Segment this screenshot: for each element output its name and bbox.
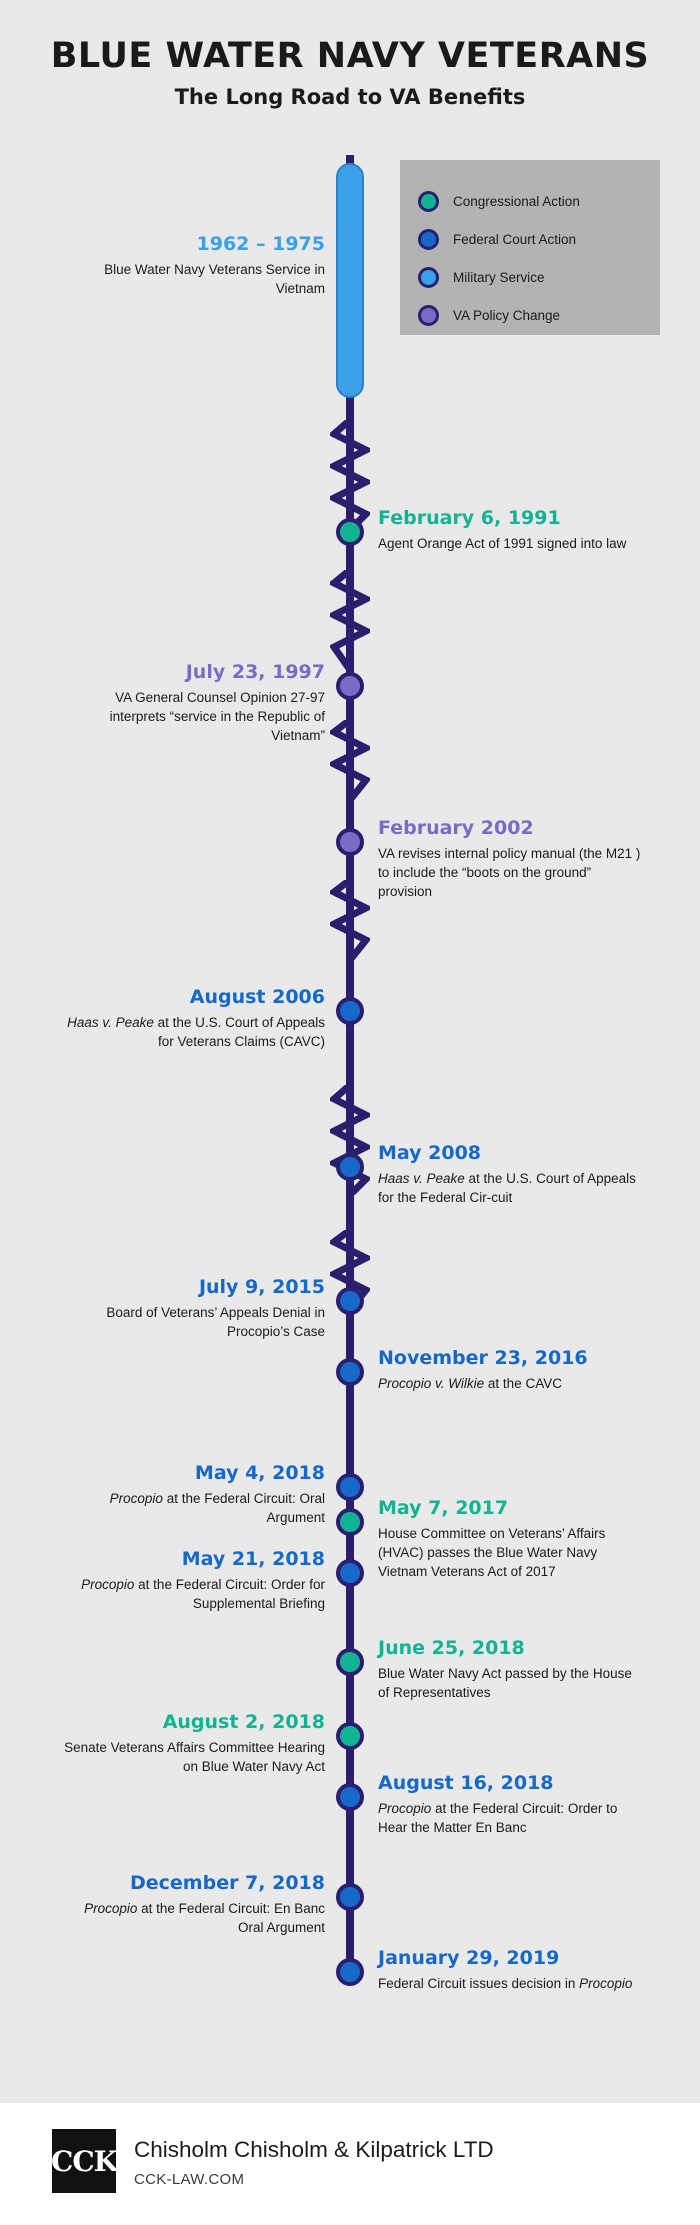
timeline-node-2002: [336, 828, 364, 856]
event-description: House Committee on Veterans’ Affairs (HVAC) passes the Blue Water Navy Vietnam Veterans Act of 2017: [378, 1525, 606, 1580]
event-2018-05-21: [60, 1548, 325, 1613]
legend-dot-icon: [418, 267, 439, 288]
legend-item-military-service: [418, 258, 660, 296]
event-2008-05: [378, 1142, 643, 1207]
event-1962-1975: [60, 233, 325, 298]
legend-item-congressional: [418, 182, 660, 220]
timeline-node-2008: [336, 1153, 364, 1181]
event-2017-05-07: [378, 1497, 643, 1581]
legend-label: Military Service: [453, 269, 545, 285]
event-description: Blue Water Navy Act passed by the House of Representatives: [378, 1665, 632, 1700]
event-date: June 25, 2018: [378, 1637, 525, 1659]
timeline-zigzag: [330, 720, 370, 800]
footer: [0, 2103, 700, 2225]
event-date: November 23, 2016: [378, 1347, 588, 1369]
timeline-node-2018-06-25: [336, 1648, 364, 1676]
event-date: August 2, 2018: [162, 1711, 325, 1733]
event-2016-11-23: [378, 1347, 643, 1393]
event-date: May 4, 2018: [194, 1462, 325, 1484]
event-description: VA General Counsel Opinion 27-97 interprets “service in the Republic of Vietnam”: [109, 689, 325, 744]
event-description: [378, 1974, 643, 1993]
event-date: February 2002: [378, 817, 534, 839]
page-title: BLUE WATER NAVY VETERANS: [50, 36, 650, 76]
timeline-node-2015: [336, 1287, 364, 1315]
event-1991-02-06: [378, 507, 643, 553]
case-name: Procopio: [84, 1900, 138, 1916]
legend-item-federal-court: [418, 220, 660, 258]
legend-label: Federal Court Action: [453, 231, 577, 247]
timeline-node-2018-05-04: [336, 1473, 364, 1501]
timeline-node-2018-05-21: [336, 1559, 364, 1587]
event-2018-06-25: [378, 1637, 643, 1702]
event-2018-05-04: [60, 1462, 325, 1527]
event-date: May 7, 2017: [378, 1497, 509, 1519]
event-date: May 2008: [378, 1142, 482, 1164]
event-description: Blue Water Navy Veterans Service in Vietnam: [104, 261, 325, 296]
timeline-node-2018-08-02: [336, 1722, 364, 1750]
event-description-rest: at the U.S. Court of Appeals for Veterans Claims (CAVC): [153, 1014, 325, 1049]
firm-name: Chisholm Chisholm & Kilpatrick LTD: [134, 2137, 494, 2162]
event-date: December 7, 2018: [129, 1872, 325, 1894]
service-period-bar: [336, 163, 364, 398]
event-2018-08-02: [60, 1711, 325, 1776]
event-2018-08-16: [378, 1772, 643, 1837]
event-date: August 2006: [189, 986, 325, 1008]
case-name: Procopio: [579, 1975, 633, 1991]
case-name: Haas v. Peake: [67, 1014, 154, 1030]
event-2015-07-09: [60, 1276, 325, 1341]
legend-dot-icon: [418, 229, 439, 250]
event-date: 1962 – 1975: [196, 233, 325, 255]
event-description-rest: at the Federal Circuit: Oral Argument: [162, 1490, 325, 1525]
legend-dot-icon: [418, 305, 439, 326]
header: [0, 38, 700, 109]
timeline-node-2006: [336, 997, 364, 1025]
event-description: VA revises internal policy manual (the M21 ) to include the “boots on the ground” provision: [378, 845, 641, 900]
event-1997-07-23: [60, 661, 325, 745]
event-description-rest: at the Federal Circuit: Order for Supplemental Briefing: [134, 1576, 325, 1611]
timeline-node-2018-12-07: [336, 1883, 364, 1911]
case-name: Procopio: [81, 1576, 135, 1592]
event-description-lead: Federal Circuit issues decision in: [378, 1975, 580, 1991]
case-name: Haas v. Peake: [378, 1170, 465, 1186]
timeline-zigzag: [330, 570, 370, 670]
event-description: [378, 1374, 643, 1393]
timeline-node-2018-08-16: [336, 1783, 364, 1811]
event-date: July 9, 2015: [198, 1276, 325, 1298]
cck-logo: CCK: [52, 2129, 116, 2193]
legend-label: VA Policy Change: [453, 307, 561, 323]
event-description-rest: at the Federal Circuit: Order to Hear the Matter En Banc: [378, 1800, 618, 1835]
event-description: [378, 1799, 643, 1837]
timeline-zigzag: [330, 420, 370, 530]
event-description: [60, 1575, 325, 1613]
legend-item-va-policy: [418, 296, 660, 334]
event-date: August 16, 2018: [378, 1772, 554, 1794]
event-2018-12-07: [60, 1872, 325, 1937]
event-date: July 23, 1997: [185, 661, 325, 683]
timeline-node-1991: [336, 518, 364, 546]
event-2019-01-29: [378, 1947, 643, 1993]
event-description-rest: at the Federal Circuit: En Banc Oral Argument: [137, 1900, 325, 1935]
page-subtitle: The Long Road to VA Benefits: [174, 84, 526, 109]
timeline-zigzag: [330, 880, 370, 960]
timeline-node-1997: [336, 672, 364, 700]
timeline-node-2017-05-07: [336, 1508, 364, 1536]
event-description: Agent Orange Act of 1991 signed into law: [378, 535, 627, 551]
event-description: Board of Veterans’ Appeals Denial in Procopio’s Case: [106, 1304, 325, 1339]
event-description-rest: at the U.S. Court of Appeals for the Federal Cir-cuit: [378, 1170, 636, 1205]
case-name: Procopio v. Wilkie: [378, 1375, 485, 1391]
event-description: [378, 1169, 643, 1207]
event-date: May 21, 2018: [181, 1548, 325, 1570]
firm-url[interactable]: CCK-LAW.COM: [134, 2171, 245, 2188]
legend: [400, 160, 660, 335]
event-2006-08: [60, 986, 325, 1051]
case-name: Procopio: [109, 1490, 163, 1506]
event-description: Senate Veterans Affairs Committee Hearing on Blue Water Navy Act: [64, 1739, 325, 1774]
event-description: [60, 1489, 325, 1527]
event-description: [60, 1899, 325, 1937]
legend-dot-icon: [418, 191, 439, 212]
timeline-node-2016: [336, 1358, 364, 1386]
legend-label: Congressional Action: [453, 193, 580, 209]
event-2002-02: [378, 817, 643, 901]
event-description: [60, 1013, 325, 1051]
timeline-node-2019-01-29: [336, 1958, 364, 1986]
case-name: Procopio: [378, 1800, 432, 1816]
event-description-rest: at the CAVC: [484, 1375, 562, 1391]
event-date: February 6, 1991: [378, 507, 561, 529]
event-date: January 29, 2019: [378, 1947, 560, 1969]
